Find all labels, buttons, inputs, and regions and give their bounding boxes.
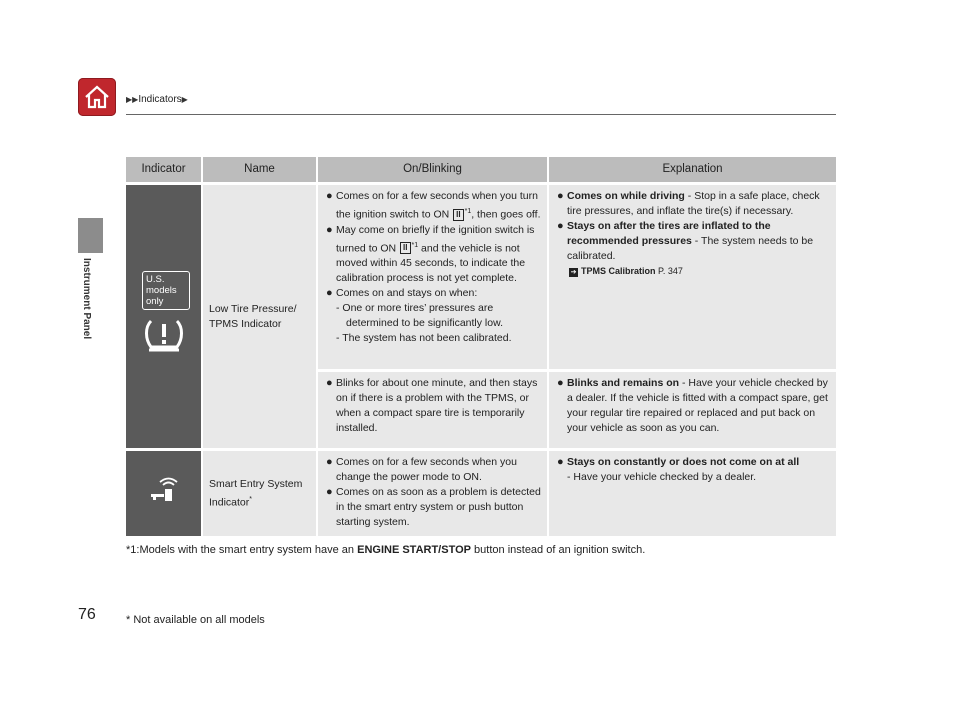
on-blinking-cell: ● Blinks for about one minute, and then stays on if there is a problem with the TPMS, or when a compact spare tire is temporarily installed. bbox=[318, 369, 549, 448]
name-cell-tpms bbox=[203, 182, 318, 448]
header-name: Name bbox=[203, 157, 318, 182]
name-cell-smart-entry: Smart Entry System Indicator* bbox=[203, 448, 318, 536]
explanation-cell: ● Comes on while driving - Stop in a safe place, check tire pressures, and inflate the tire(s) if necessary. ● Stays on after the tires are inflated to the recommended pressures - The system needs to be calibrated. ➔ TPMS Calibration P. 347 bbox=[549, 182, 836, 369]
ignition-on-key-icon: II bbox=[453, 209, 463, 221]
indicator-table bbox=[126, 157, 836, 536]
tire-pressure-warning-icon bbox=[143, 317, 185, 353]
table-row bbox=[126, 448, 836, 536]
reference-arrow-icon: ➔ bbox=[570, 269, 577, 276]
header-explanation: Explanation bbox=[549, 157, 836, 182]
smart-entry-key-icon bbox=[147, 477, 181, 505]
on-blinking-cell: ● Comes on for a few seconds when you change the power mode to ON. ● Comes on as soon as a problem is detected in the smart entry system or push button starting system. bbox=[318, 448, 549, 536]
indicator-icon-cell bbox=[126, 448, 203, 536]
explanation-cell: ● Blinks and remains on - Have your vehicle checked by a dealer. If the vehicle is fitted with a compact spare, get your regular tire repaired or replaced and put back on your vehicle as soon as you can. bbox=[549, 369, 836, 448]
on-blinking-cell: ● Comes on for a few seconds when you turn the ignition switch to ON II $^{*1}$, then goes off. ● May come on briefly if the ignition switch is turned to ON II $^{*1}$ and the vehicle is not moved within 45 seconds, to indicate the calibration process is not yet complete. ● Comes on and stays on when: - One or more tires’ pressures are determined to be significantly low. - The system has not been calibrated. bbox=[318, 182, 549, 369]
ignition-on-key-icon: II bbox=[400, 242, 410, 254]
footnote-ignition: *1:Models with the smart entry system have an ENGINE START/STOP button instead of an ignition switch. bbox=[126, 544, 646, 556]
header-rule bbox=[126, 114, 836, 115]
indicator-icon-cell bbox=[126, 182, 203, 448]
tpms-calibration-link[interactable]: ➔ TPMS Calibration P. 347 bbox=[570, 266, 683, 276]
name-line2: TPMS Indicator bbox=[209, 317, 282, 330]
breadcrumb-end-arrow: ▶ bbox=[181, 95, 188, 104]
name-line1: Smart Entry System bbox=[209, 477, 303, 490]
table-row bbox=[126, 182, 836, 369]
name-line1: Low Tire Pressure/ bbox=[209, 302, 297, 315]
header-indicator: Indicator bbox=[126, 157, 203, 182]
breadcrumb-label[interactable]: Indicators bbox=[138, 94, 182, 105]
footnote-models: * Not available on all models bbox=[126, 614, 265, 626]
home-icon bbox=[83, 83, 111, 111]
name-line2: Indicator bbox=[209, 496, 250, 509]
header-on-blinking: On/Blinking bbox=[318, 157, 549, 182]
table-header-row bbox=[126, 157, 836, 182]
section-tab-marker bbox=[78, 218, 103, 253]
page-number: 76 bbox=[78, 606, 96, 623]
explanation-cell: ● Stays on constantly or does not come on at all - Have your vehicle checked by a dealer. bbox=[549, 448, 836, 536]
breadcrumb[interactable] bbox=[126, 94, 188, 105]
section-label: Instrument Panel bbox=[81, 258, 92, 340]
us-models-badge: U.S. models only bbox=[142, 271, 190, 310]
breadcrumb-arrows: ▶▶ bbox=[126, 95, 139, 104]
home-button[interactable] bbox=[78, 78, 116, 116]
